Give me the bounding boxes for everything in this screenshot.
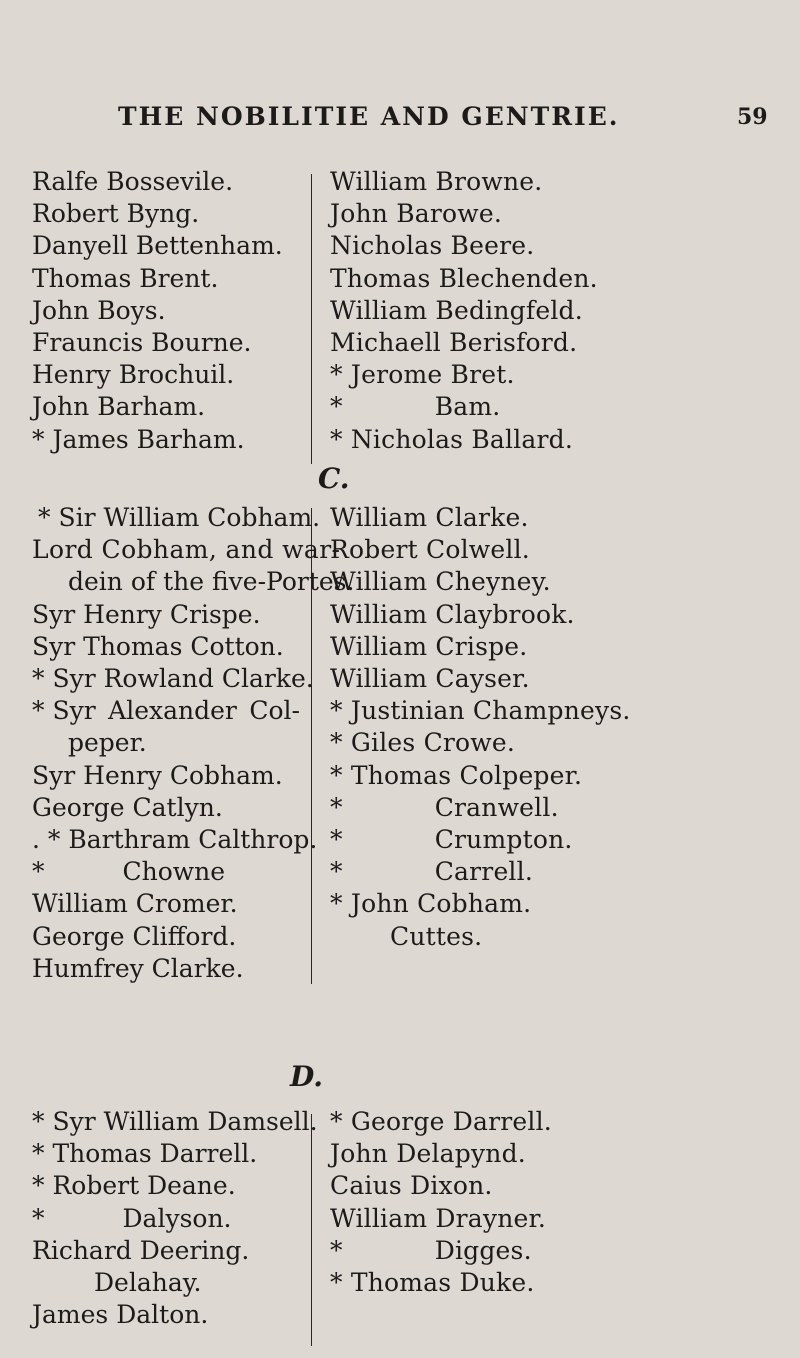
list-item: John Barham. — [32, 392, 206, 422]
section-d-left-column — [32, 1106, 318, 1331]
asterisk-mark: * — [330, 1235, 343, 1265]
list-item: * Jerome Bret. — [330, 360, 515, 390]
surname: Carrell. — [434, 857, 533, 887]
list-item: * Sir William Cobham. — [38, 503, 321, 532]
running-head: THE NOBILITIE AND GENTRIE. — [118, 102, 620, 131]
list-item: * Syr Rowland Clarke. — [32, 664, 314, 694]
list-item: * John Cobham. — [330, 889, 532, 919]
list-item: William Drayner. — [330, 1203, 547, 1233]
list-item: dein of the five-Portes. — [68, 567, 355, 597]
list-item: . * Barthram Calthrop. — [32, 825, 318, 855]
name-part: * Syr — [32, 696, 96, 726]
list-item: Delahay. — [94, 1268, 202, 1298]
list-item: Ralfe Bossevile. — [32, 167, 234, 196]
list-item: William Claybrook. — [330, 599, 575, 629]
list-item: * James Barham. — [32, 424, 245, 454]
list-item: William Browne. — [330, 167, 543, 196]
list-item: Nicholas Beere. — [330, 231, 535, 261]
surname: Cranwell. — [434, 792, 559, 822]
list-item: * Robert Deane. — [32, 1171, 236, 1201]
list-item: Robert Colwell. — [330, 535, 530, 565]
list-item: John Boys. — [32, 295, 166, 325]
list-item: William Bedingfeld. — [330, 295, 583, 325]
list-item: Robert Byng. — [32, 199, 200, 229]
section-letter-d: D. — [290, 1060, 324, 1093]
list-item: Caius Dixon. — [330, 1171, 493, 1201]
list-item: William Cromer. — [32, 889, 238, 919]
surname: Chowne — [122, 857, 226, 887]
list-item: Lord Cobham, and war- — [32, 535, 341, 565]
list-item: William Cayser. — [330, 664, 530, 694]
surname: Crumpton. — [434, 825, 573, 855]
surname: Bam. — [434, 392, 501, 422]
list-item: John Delapynd. — [330, 1139, 526, 1169]
list-item: George Catlyn. — [32, 792, 223, 822]
name-part: Alexander — [108, 696, 237, 726]
list-item: Syr Thomas Cotton. — [32, 631, 284, 661]
list-item: * Giles Crowe. — [330, 728, 516, 758]
surname: Dalyson. — [122, 1203, 232, 1233]
list-item: * Thomas Duke. — [330, 1268, 535, 1298]
list-item: * Justinian Champneys. — [330, 696, 631, 726]
list-item — [330, 1235, 790, 1267]
list-item: * Nicholas Ballard. — [330, 424, 574, 454]
list-item: Danyell Bettenham. — [32, 231, 283, 261]
list-item: * Syr William Damsell. — [32, 1107, 318, 1136]
asterisk-mark: * — [330, 392, 343, 422]
list-item: peper. — [68, 728, 147, 758]
asterisk-mark: * — [32, 857, 45, 887]
list-item: * George Darrell. — [330, 1107, 552, 1136]
list-item: Cuttes. — [390, 921, 483, 951]
list-item: Richard Deering. — [32, 1235, 250, 1265]
list-item: William Cheyney. — [330, 567, 551, 597]
list-item: Syr Henry Crispe. — [32, 599, 261, 629]
section-c-right-column — [330, 502, 790, 953]
list-item — [32, 856, 304, 888]
list-item: * Thomas Darrell. — [32, 1139, 258, 1169]
list-item: William Crispe. — [330, 631, 528, 661]
column-divider — [311, 174, 312, 464]
list-item — [32, 695, 300, 727]
section-b-right-column — [330, 166, 790, 456]
column-divider — [311, 1114, 312, 1346]
list-item: Henry Brochuil. — [32, 360, 235, 390]
list-item — [330, 391, 790, 423]
list-item: George Clifford. — [32, 921, 237, 951]
list-item — [32, 1203, 304, 1235]
list-item: Frauncis Bourne. — [32, 328, 252, 358]
list-item: Humfrey Clarke. — [32, 953, 244, 983]
asterisk-mark: * — [330, 792, 343, 822]
list-item: Thomas Blechenden. — [330, 263, 598, 293]
list-item — [330, 824, 790, 856]
section-b-left-column — [32, 166, 304, 456]
list-item: William Clarke. — [330, 503, 529, 532]
page-number: 59 — [737, 104, 768, 130]
section-c-left-column — [32, 502, 355, 985]
name-part: Col- — [249, 696, 300, 726]
asterisk-mark: * — [330, 825, 343, 855]
list-item: John Barowe. — [330, 199, 503, 229]
list-item: Thomas Brent. — [32, 263, 219, 293]
section-letter-c: C. — [318, 462, 350, 495]
list-item: Syr Henry Cobham. — [32, 760, 283, 790]
list-item — [330, 792, 790, 824]
list-item: Michaell Berisford. — [330, 328, 578, 358]
asterisk-mark: * — [32, 1203, 45, 1233]
asterisk-mark: * — [330, 857, 343, 887]
section-d-right-column — [330, 1106, 790, 1299]
surname: Digges. — [434, 1235, 532, 1265]
list-item — [330, 856, 790, 888]
list-item: James Dalton. — [32, 1300, 209, 1330]
list-item: * Thomas Colpeper. — [330, 760, 583, 790]
